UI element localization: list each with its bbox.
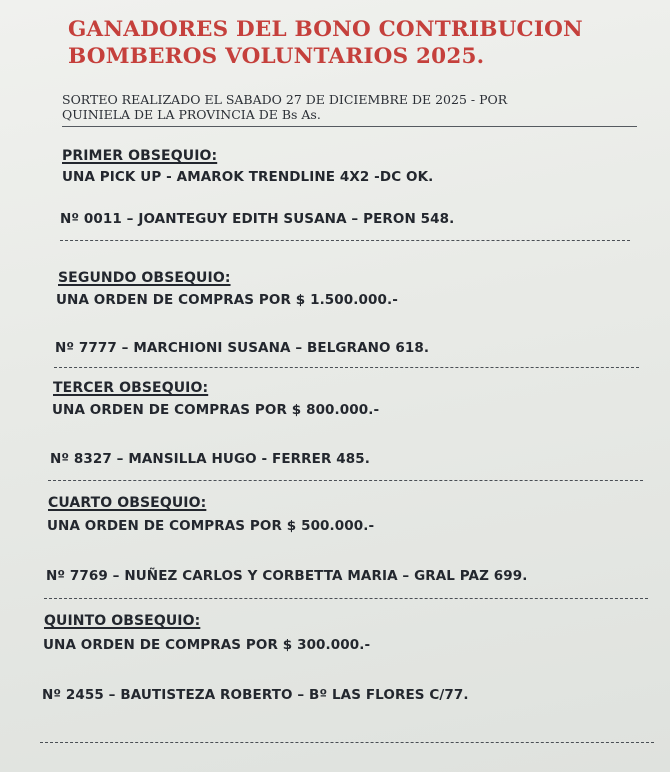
title-line-1: GANADORES DEL BONO CONTRIBUCION <box>68 17 583 42</box>
prize-1-description: UNA PICK UP - AMAROK TRENDLINE 4X2 -DC OK. <box>62 169 434 185</box>
prize-5-description: UNA ORDEN DE COMPRAS POR $ 300.000.- <box>43 637 371 653</box>
prize-5-winner: Nº 2455 – BAUTISTEZA ROBERTO – Bº LAS FLORES C/77. <box>42 687 469 703</box>
prize-1-heading: PRIMER OBSEQUIO: <box>62 148 218 164</box>
prize-2-description: UNA ORDEN DE COMPRAS POR $ 1.500.000.- <box>56 292 398 308</box>
draw-info-line-1: SORTEO REALIZADO EL SABADO 27 DE DICIEMBRE DE 2025 - POR <box>62 92 508 107</box>
prize-1-winner: Nº 0011 – JOANTEGUY EDITH SUSANA – PERON 548. <box>60 211 455 227</box>
prize-2-winner: Nº 7777 – MARCHIONI SUSANA – BELGRANO 618. <box>55 340 430 356</box>
prize-3-winner: Nº 8327 – MANSILLA HUGO - FERRER 485. <box>50 451 370 467</box>
prize-3-heading: TERCER OBSEQUIO: <box>53 380 209 396</box>
prize-4-divider <box>44 598 648 599</box>
prize-2-divider <box>54 367 639 368</box>
prize-2-heading: SEGUNDO OBSEQUIO: <box>58 270 231 286</box>
prize-4-winner: Nº 7769 – NUÑEZ CARLOS Y CORBETTA MARIA – GRAL PAZ 699. <box>46 568 528 584</box>
prize-3-description: UNA ORDEN DE COMPRAS POR $ 800.000.- <box>52 402 380 418</box>
header-divider <box>62 126 637 127</box>
prize-5-divider <box>40 742 654 743</box>
prize-3-divider <box>48 480 643 481</box>
title-line-2: BOMBEROS VOLUNTARIOS 2025. <box>68 44 485 69</box>
prize-4-heading: CUARTO OBSEQUIO: <box>48 495 207 511</box>
document-title <box>68 16 583 70</box>
prize-4-description: UNA ORDEN DE COMPRAS POR $ 500.000.- <box>47 518 375 534</box>
draw-info-line-2: QUINIELA DE LA PROVINCIA DE Bs As. <box>62 107 321 122</box>
prize-5-heading: QUINTO OBSEQUIO: <box>44 613 201 629</box>
draw-info <box>62 92 507 122</box>
prize-1-divider <box>60 240 630 241</box>
